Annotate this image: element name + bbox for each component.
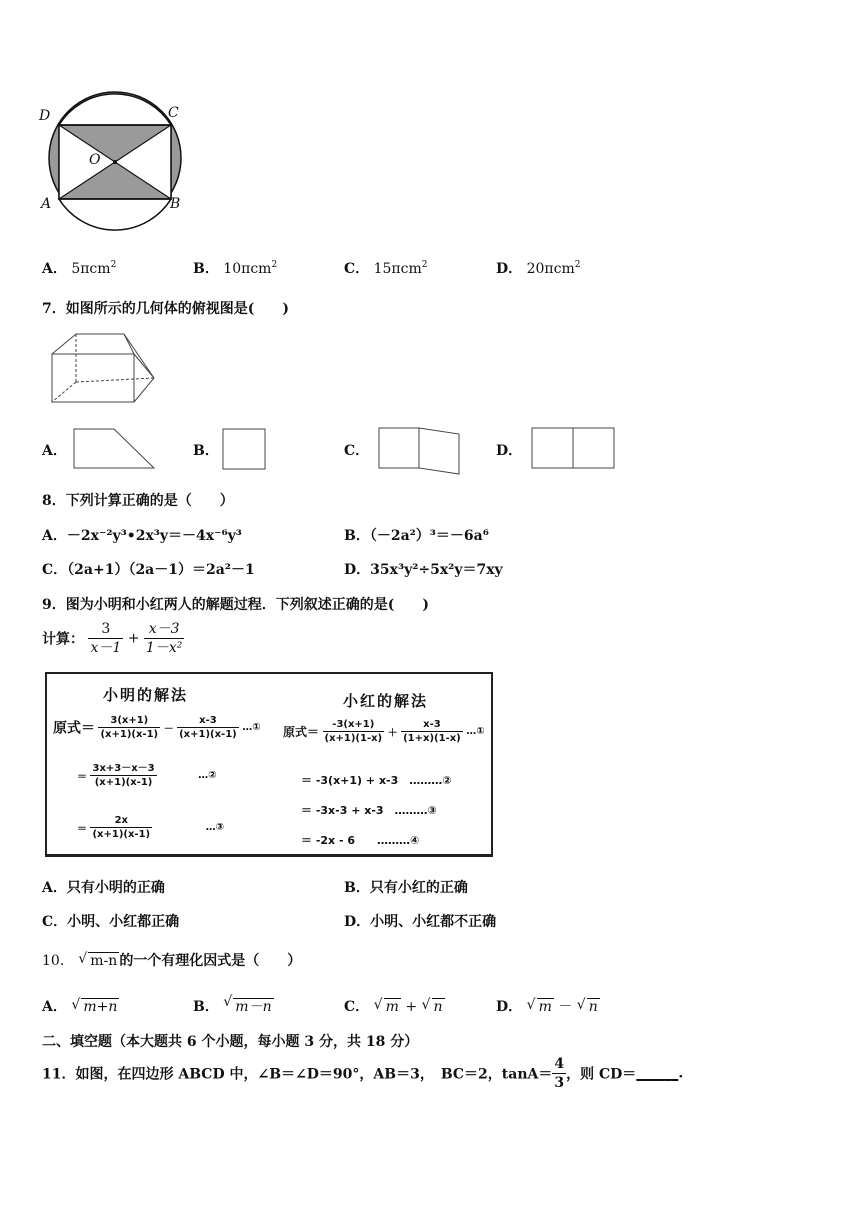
option-letter: D．	[496, 999, 523, 1015]
xiaoming-line-3: ＝ $\frac{2x}{(x+1)(x-1)}$ …③	[77, 815, 225, 840]
denominator: 1－x²	[145, 640, 183, 656]
operator: +	[405, 999, 418, 1015]
numerator: 4	[554, 1056, 565, 1072]
option-text: 只有小红的正确	[369, 880, 468, 896]
xiaohong-title: 小红的解法	[343, 692, 429, 710]
radical-sign: √	[421, 997, 431, 1013]
option-text: 35x³y²÷5x²y＝7xy	[370, 562, 503, 578]
option-text: 10πcm	[223, 261, 272, 277]
sqrt-expression	[374, 999, 401, 1015]
xiaoming-line-2: ＝ $\frac{3x+3-x-3}{(x+1)(x-1)}$ …②	[77, 763, 217, 788]
option-text: 只有小明的正确	[66, 880, 165, 896]
stem-text: 的一个有理化因式是（ ）	[119, 953, 302, 969]
radicand: m+n	[83, 999, 118, 1015]
denominator: x－1	[90, 640, 122, 656]
option-text: －2x⁻²y³•2x³y＝－4x⁻⁶y³	[66, 528, 242, 544]
stem-text-2: ，则 CD＝	[566, 1066, 637, 1083]
q9-option-a[interactable]	[42, 877, 165, 897]
radical-sign: √	[223, 994, 233, 1010]
calc-label: 计算：	[42, 631, 84, 648]
option-text: 小明、小红都正确	[67, 914, 180, 930]
q10-option-a[interactable]	[42, 996, 119, 1016]
option-letter: D．	[344, 914, 371, 930]
option-letter: C．	[344, 261, 370, 277]
numerator: 3	[88, 620, 123, 639]
fraction-2	[144, 620, 184, 657]
q7-option-a-label[interactable]: A．	[42, 443, 67, 459]
period: .	[678, 1065, 684, 1082]
option-letter: B．	[193, 261, 219, 277]
sqrt-expression	[527, 999, 554, 1015]
xiaoming-title: 小明的解法	[103, 686, 189, 704]
q9-expression	[42, 620, 184, 657]
q7-option-c-figure[interactable]	[377, 426, 463, 476]
option-text: 20πcm	[526, 261, 575, 277]
stem-text: 11．如图，在四边形 ABCD 中，∠B＝∠D＝90°，AB＝3， BC＝2，tanA＝	[42, 1066, 553, 1083]
q7-option-a-figure[interactable]	[72, 428, 158, 470]
radicand: n	[433, 999, 443, 1015]
q8-option-c[interactable]	[42, 559, 255, 579]
option-letter: A．	[42, 528, 67, 544]
q6-option-b[interactable]	[193, 258, 277, 278]
q10-option-c[interactable]	[344, 996, 445, 1016]
radical-sign: √	[576, 997, 586, 1013]
radical-sign: √	[71, 997, 81, 1013]
radicand: m－n	[235, 999, 272, 1015]
q7-stem: 7．如图所示的几何体的俯视图是( )	[42, 301, 289, 317]
sqrt-expression	[577, 999, 600, 1015]
option-letter: C．	[344, 999, 370, 1015]
q7-option-b-figure[interactable]	[222, 428, 268, 470]
radical-sign: √	[526, 997, 536, 1013]
radicand: m	[538, 999, 552, 1015]
option-letter: A．	[42, 880, 67, 896]
option-letter: B．	[344, 528, 370, 544]
q6-option-c[interactable]	[344, 258, 427, 278]
option-letter: C．	[42, 914, 68, 930]
q7-option-d-label[interactable]: D．	[496, 443, 523, 459]
q6-option-a[interactable]	[42, 258, 116, 278]
xiaoming-line-1: 原式＝ $\frac{3(x+1)}{(x+1)(x-1)}$ － $\frac{x-3}{(x+1)(x-1)}$ …①	[53, 715, 261, 740]
q8-stem: 8．下列计算正确的是（ ）	[42, 493, 234, 509]
q6-option-d[interactable]	[496, 258, 580, 278]
option-letter: B．	[193, 999, 219, 1015]
fraction	[552, 1055, 566, 1092]
q7-solid-figure	[50, 330, 160, 406]
label-o: O	[89, 152, 101, 168]
sqrt-expression	[71, 999, 119, 1015]
option-text: 5πcm	[71, 261, 111, 277]
option-text: 15πcm	[373, 261, 422, 277]
radicand: m	[385, 999, 399, 1015]
radicand: n	[588, 999, 598, 1015]
q10-stem	[42, 950, 301, 970]
q8-option-d[interactable]	[344, 559, 503, 579]
sqrt-expression	[223, 996, 273, 1016]
q8-option-a[interactable]	[42, 525, 242, 545]
q9-option-c[interactable]	[42, 911, 179, 931]
sqrt-expression	[78, 953, 119, 969]
option-letter: D．	[344, 562, 371, 578]
q9-option-d[interactable]	[344, 911, 496, 931]
xiaohong-line-2: ＝ -3(x+1) + x-3 ………②	[301, 774, 452, 787]
superscript: 2	[271, 260, 278, 270]
option-letter: A．	[42, 261, 67, 277]
radical-sign: √	[373, 997, 383, 1013]
superscript: 2	[421, 260, 428, 270]
circle-rectangle-figure	[35, 90, 195, 220]
option-letter: A．	[42, 999, 67, 1015]
option-text: （2a+1）（2a－1）＝2a²－1	[67, 562, 255, 578]
label-d: D	[39, 108, 51, 124]
operator: －	[558, 999, 573, 1015]
numerator: x－3	[144, 620, 184, 639]
xiaohong-line-4: ＝ -2x - 6 ………④	[301, 834, 420, 847]
sqrt-expression	[422, 999, 445, 1015]
q7-option-c-label[interactable]: C．	[344, 443, 370, 459]
xiaohong-line-1: 原式＝ $\frac{-3(x+1)}{(x+1)(1-x)}$ ＋ $\frac{x-3}{(1+x)(1-x)}$ …①	[283, 719, 485, 744]
fraction-1	[88, 620, 123, 657]
xiaohong-line-3: ＝ -3x-3 + x-3 ………③	[301, 804, 437, 817]
label-a: A	[41, 196, 52, 212]
denominator: 3	[554, 1075, 565, 1091]
q9-stem: 9．图为小明和小红两人的解题过程．下列叙述正确的是( )	[42, 597, 429, 613]
answer-blank[interactable]: ______	[636, 1065, 679, 1082]
label-b: B	[170, 196, 181, 212]
superscript: 2	[110, 260, 117, 270]
q10-option-b[interactable]	[193, 996, 274, 1016]
question-number: 10．	[42, 953, 74, 969]
q7-option-b-label[interactable]: B．	[193, 443, 219, 459]
option-text: 小明、小红都不正确	[370, 914, 497, 930]
radical-sign: √	[78, 951, 88, 967]
q8-option-b[interactable]	[344, 525, 489, 545]
radicand: m-n	[90, 953, 118, 969]
plus-sign: +	[127, 630, 140, 647]
option-text: （－2a²）³＝－6a⁶	[369, 528, 489, 544]
section-2-title: 二、填空题（本大题共 6 个小题，每小题 3 分，共 18 分）	[42, 1034, 419, 1050]
q9-option-b[interactable]	[344, 877, 468, 897]
label-c: C	[168, 105, 179, 121]
q7-option-d-figure[interactable]	[531, 427, 617, 471]
option-letter: D．	[496, 261, 523, 277]
option-letter: B．	[344, 880, 370, 896]
option-letter: C．	[42, 562, 68, 578]
solutions-image	[45, 672, 493, 857]
superscript: 2	[574, 260, 581, 270]
q10-option-d[interactable]	[496, 996, 600, 1016]
q11-stem	[42, 1055, 683, 1092]
